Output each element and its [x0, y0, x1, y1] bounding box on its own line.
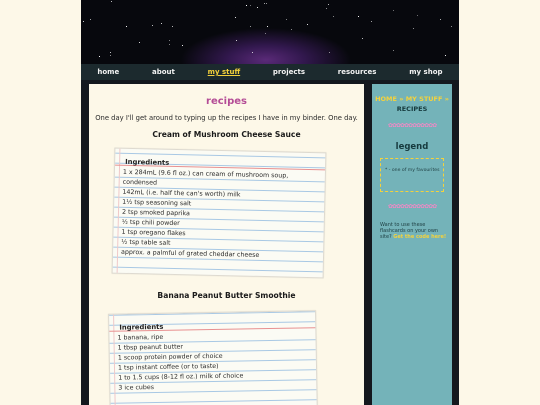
flower-divider: ✿✿✿✿✿✿✿✿✿✿✿✿ — [387, 123, 437, 129]
card-margin-line — [117, 149, 121, 273]
star — [413, 28, 414, 29]
ingredient-item: 3 ice cubes — [118, 384, 155, 392]
star — [139, 42, 140, 43]
star — [257, 7, 258, 8]
recipe-title: Banana Peanut Butter Smoothie — [157, 291, 296, 300]
star — [99, 56, 100, 57]
star — [328, 4, 329, 5]
intro-text: One day I'll get around to typing up the recipes I have in my binder. One day. — [95, 114, 358, 122]
star — [236, 40, 237, 41]
star — [440, 19, 441, 20]
legend-box — [380, 158, 444, 192]
ingredient-item: 1 x 284mL (9.6 fl oz.) can cream of mushroom soup, — [122, 168, 289, 180]
flashcard-promo — [380, 222, 450, 241]
page-frame — [81, 0, 459, 405]
star — [291, 29, 292, 30]
ingredient-item: 1 to 1.5 cups (8-12 fl oz.) milk of choice — [118, 372, 244, 382]
ingredient-item: 1 tbsp peanut butter — [117, 343, 184, 352]
star — [235, 17, 236, 18]
ingredients-heading: Ingredients — [119, 322, 164, 332]
breadcrumb-my-stuff[interactable]: MY STUFF — [405, 95, 443, 103]
star — [371, 21, 372, 22]
star — [250, 26, 251, 27]
star — [90, 19, 91, 20]
main-content — [89, 84, 364, 405]
star — [451, 26, 452, 27]
ingredient-item: 142mL (i.e. half the can's worth) milk — [122, 188, 241, 199]
ingredient-list — [117, 330, 324, 394]
ingredient-item: 1 banana, ripe — [117, 333, 164, 342]
star — [333, 16, 334, 17]
star — [265, 33, 266, 34]
star — [307, 24, 308, 25]
star — [252, 52, 253, 53]
page-title: recipes — [206, 96, 247, 107]
ingredient-item: ½ tsp chili powder — [121, 218, 180, 228]
star — [445, 55, 446, 56]
star — [126, 26, 127, 27]
star — [326, 8, 327, 9]
ingredient-item: 1 scoop protein powder of choice — [117, 352, 223, 362]
recipe-card — [108, 310, 318, 405]
star — [267, 26, 268, 27]
star — [286, 19, 287, 20]
breadcrumb-separator: » — [399, 95, 404, 103]
legend-title: legend — [395, 142, 429, 152]
ingredient-item: condensed — [122, 178, 158, 187]
get-code-link[interactable]: Get the code here! — [393, 234, 447, 241]
star — [358, 16, 359, 17]
star — [111, 1, 112, 2]
nav-home[interactable]: home — [97, 68, 120, 76]
breadcrumb-separator: » — [444, 95, 449, 103]
star — [329, 52, 330, 53]
starry-banner — [81, 0, 459, 64]
ingredient-item: 2 tsp smoked paprika — [121, 208, 190, 218]
legend-text: * - one of my favourites — [385, 168, 440, 173]
recipe-title: Cream of Mushroom Cheese Sauce — [152, 130, 301, 139]
star — [246, 5, 247, 6]
star — [393, 50, 394, 51]
nav-my-shop[interactable]: my shop — [409, 68, 443, 76]
star — [182, 45, 183, 46]
breadcrumb — [372, 94, 452, 114]
breadcrumb-current: RECIPES — [396, 105, 428, 113]
ingredient-item: approx. a palmful of grated cheddar cheese — [121, 248, 260, 259]
star — [110, 55, 111, 56]
star — [393, 10, 394, 11]
star — [172, 26, 173, 27]
star — [169, 44, 170, 45]
star — [169, 40, 170, 41]
ingredient-item: 1 tsp oregano flakes — [121, 228, 186, 238]
nav-projects[interactable]: projects — [272, 68, 306, 76]
star — [266, 3, 267, 4]
star — [83, 21, 84, 22]
promo-text: Want to use these flashcards on your own site? — [380, 222, 439, 241]
star — [161, 23, 162, 24]
sidebar — [372, 84, 452, 405]
star — [250, 5, 251, 6]
ingredient-item: 1½ tsp seasoning salt — [122, 198, 192, 208]
star — [264, 3, 265, 4]
star — [362, 38, 363, 39]
star — [152, 25, 153, 26]
recipe-card — [112, 148, 327, 279]
ingredients-heading: Ingredients — [125, 157, 170, 167]
breadcrumb-home[interactable]: HOME — [375, 95, 397, 103]
card-margin-line — [113, 315, 116, 405]
nav-resources[interactable]: resources — [337, 68, 377, 76]
ingredient-list — [121, 168, 329, 263]
ingredient-item: ½ tsp table salt — [121, 238, 171, 247]
flower-divider: ✿✿✿✿✿✿✿✿✿✿✿✿ — [387, 204, 437, 210]
main-nav — [81, 64, 459, 80]
star — [110, 52, 111, 53]
star — [417, 15, 418, 16]
nav-about[interactable]: about — [152, 68, 175, 76]
ingredient-item: 1 tsp instant coffee (or to taste) — [117, 362, 219, 372]
nav-my-stuff[interactable]: my stuff — [207, 68, 241, 76]
